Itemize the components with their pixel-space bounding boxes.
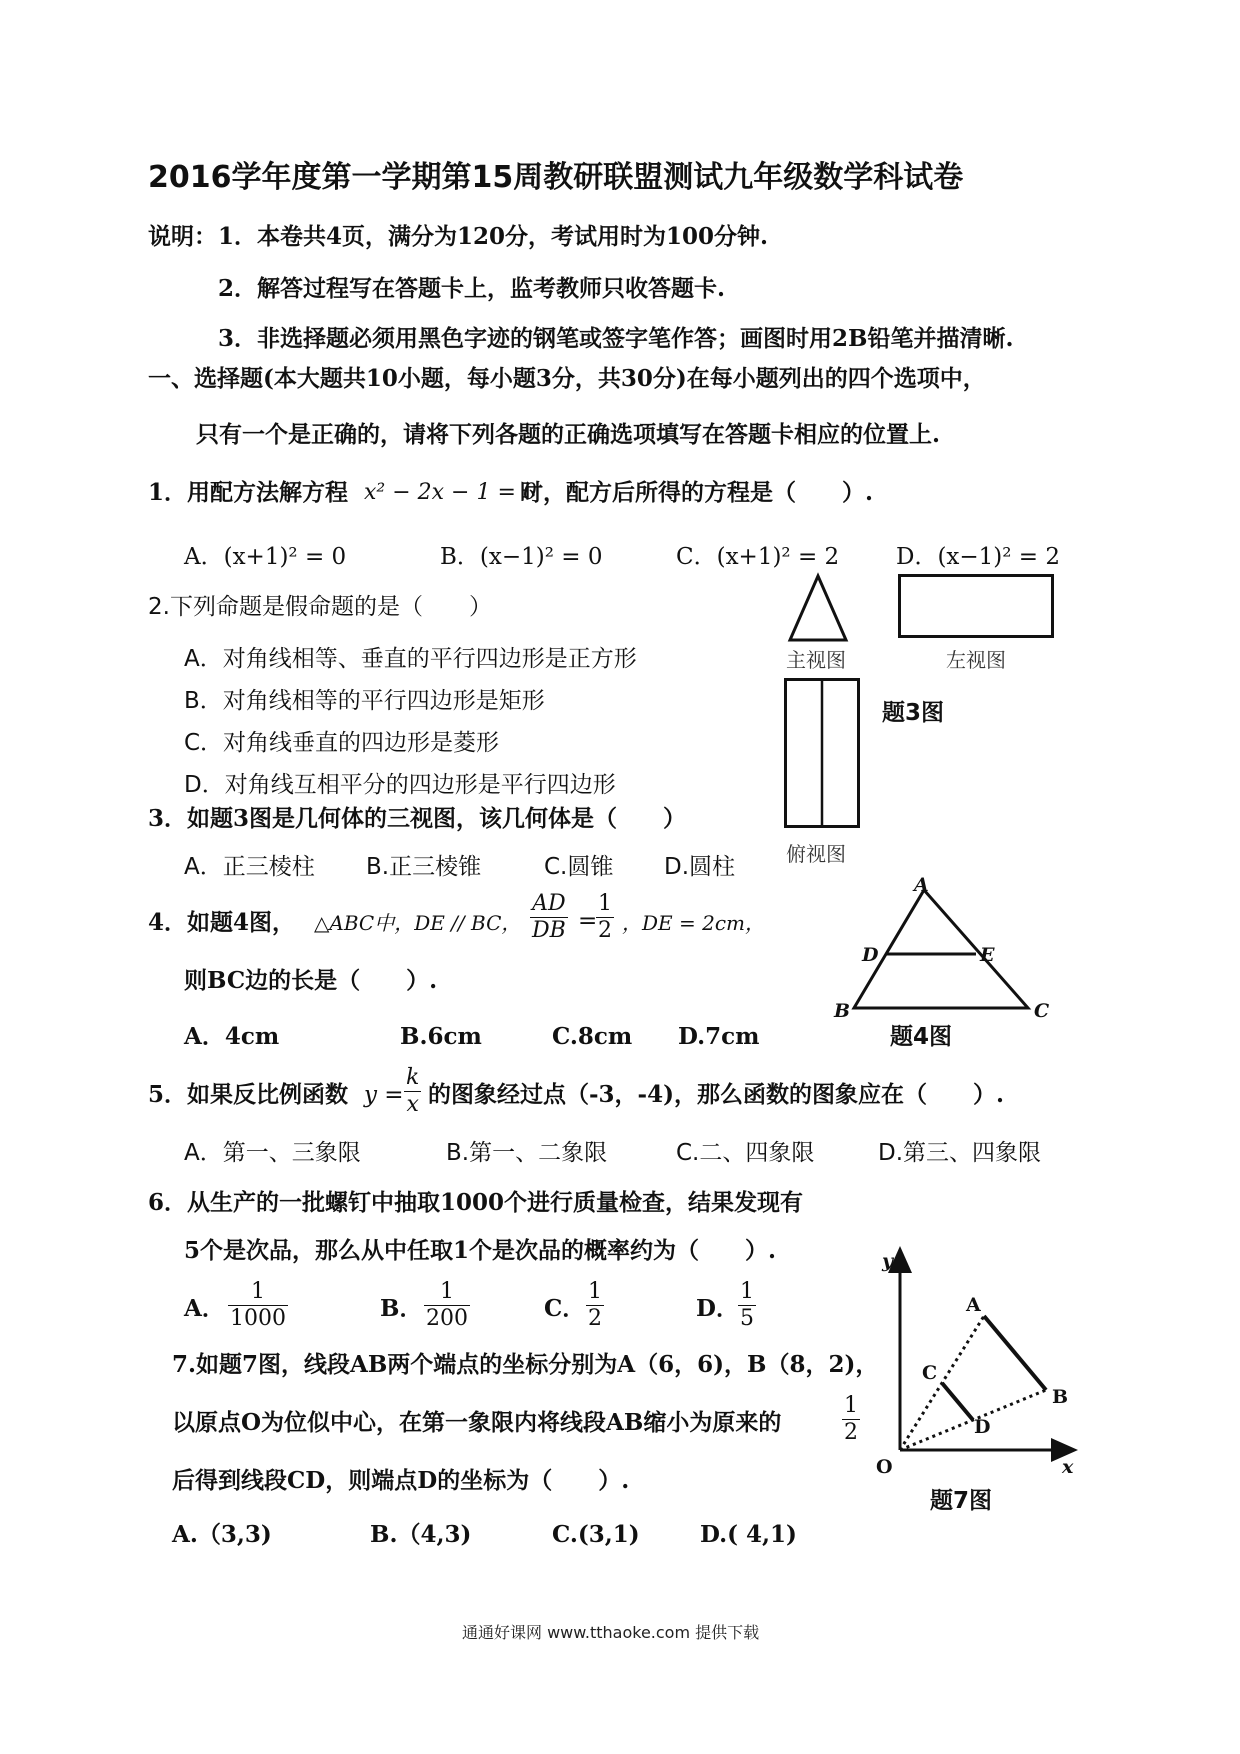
q1-option-b: B．(x−1)² = 0 (440, 544, 603, 570)
q5-option-b: B.第一、二象限 (446, 1140, 608, 1166)
q6-option-c-label: C． (544, 1295, 586, 1322)
q1-stem-end: 时，配方后所得的方程是（ ）. (520, 479, 874, 506)
note-3: 3．非选择题必须用黑色字迹的钢笔或签字笔作答；画图时用2B铅笔并描清晰. (218, 325, 1014, 352)
q4-half-fraction: $\frac{1}{2}$ (598, 891, 612, 943)
q3-stem: 3．如题3图是几何体的三视图，该几何体是（ ） (148, 805, 687, 832)
fig7-label-c: C (922, 1362, 938, 1384)
q4-equals: = (578, 908, 598, 934)
fig7-label-x: x (1062, 1456, 1074, 1478)
fig7-coordinate-diagram (870, 1254, 1070, 1464)
q4-condition-1: △ABC中，DE // BC， (314, 911, 522, 935)
q4-option-a: A．4cm (184, 1023, 280, 1050)
q5-function-fraction: $\frac{k}{x}$ (406, 1065, 420, 1117)
q4-stem-end: 则BC边的长是（ ）. (184, 967, 438, 994)
fig3-front-view-triangle (788, 574, 848, 644)
page-title: 2016学年度第一学期第15周教研联盟测试九年级数学科试卷 (148, 160, 964, 195)
q6-option-d-label: D． (696, 1295, 739, 1322)
fig3-top-label: 俯视图 (786, 842, 846, 866)
q7-option-d: D.( 4,1) (700, 1521, 797, 1548)
q3-option-d: D.圆柱 (664, 854, 736, 880)
fig4-label-d: D (862, 944, 879, 966)
q7-stem-line3: 后得到线段CD，则端点D的坐标为（ ）. (172, 1467, 630, 1494)
fig7-label-a: A (966, 1294, 981, 1316)
q6-stem-line1: 6．从生产的一批螺钉中抽取1000个进行质量检查，结果发现有 (148, 1189, 804, 1216)
q7-option-c: C.(3,1) (552, 1521, 640, 1548)
fig7-label-b: B (1052, 1386, 1069, 1408)
q4-stem-start: 4．如题4图， (148, 909, 296, 936)
q4-option-b: B.6cm (400, 1023, 482, 1050)
fig4-label-b: B (834, 1000, 851, 1022)
section-heading-cont: 只有一个是正确的，请将下列各题的正确选项填写在答题卡相应的位置上. (196, 421, 941, 448)
q6-stem-line2: 5个是次品，那么从中任取1个是次品的概率约为（ ）. (184, 1237, 777, 1264)
fig7-segment-cd (942, 1383, 973, 1420)
q1-equation: x² − 2x − 1 = 0 (364, 480, 537, 505)
q7-option-b: B.（4,3) (370, 1521, 472, 1548)
q6-option-a-fraction: $\frac{1}{1000}$ (230, 1279, 286, 1331)
note-1: 1．本卷共4页，满分为120分，考试用时为100分钟. (218, 223, 769, 250)
fig7-label-d: D (974, 1416, 991, 1438)
q6-option-c-fraction: $\frac{1}{2}$ (588, 1279, 602, 1331)
q2-option-b: B．对角线相等的平行四边形是矩形 (184, 688, 545, 714)
notes-label: 说明： (148, 223, 217, 250)
q5-function-lhs: y = (364, 1082, 404, 1108)
fig4-label-c: C (1034, 1000, 1050, 1022)
q2-option-c: C．对角线垂直的四边形是菱形 (184, 730, 500, 756)
q6-option-b-fraction: $\frac{1}{200}$ (426, 1279, 468, 1331)
q5-option-c: C.二、四象限 (676, 1140, 815, 1166)
q2-option-a: A．对角线相等、垂直的平行四边形是正方形 (184, 646, 637, 672)
q1-stem-start: 1．用配方法解方程 (148, 479, 349, 506)
q5-option-a: A．第一、三象限 (184, 1140, 361, 1166)
fig4-label-a: A (914, 874, 929, 896)
q6-option-d-fraction: $\frac{1}{5}$ (740, 1279, 754, 1331)
q5-stem-end: 的图象经过点（-3，-4)，那么函数的图象应在（ ）. (428, 1081, 1004, 1108)
fig3-left-label: 左视图 (946, 648, 1006, 672)
note-2: 2．解答过程写在答题卡上，监考教师只收答题卡. (218, 275, 726, 302)
q7-option-a: A.（3,3) (172, 1521, 272, 1548)
q6-option-a-label: A． (184, 1295, 225, 1322)
fig3-front-label: 主视图 (786, 648, 846, 672)
fig3-caption: 题3图 (882, 700, 945, 726)
q3-option-c: C.圆锥 (544, 854, 614, 880)
fig4-caption: 题4图 (890, 1024, 953, 1050)
q5-option-d: D.第三、四象限 (878, 1140, 1042, 1166)
fig7-label-y: y (882, 1250, 894, 1272)
fig4-label-e: E (980, 944, 995, 966)
q4-ratio-fraction: $\frac{AD}{DB}$ (532, 891, 566, 943)
page-footer: 通通好课网 www.tthaoke.com 提供下载 (462, 1623, 760, 1642)
fig3-top-view-rect (784, 678, 860, 828)
q2-stem: 2.下列命题是假命题的是（ ） (148, 594, 492, 620)
fig3-left-view-rect (898, 574, 1054, 638)
q1-option-a: A．(x+1)² = 0 (184, 544, 347, 570)
fig7-label-o: O (876, 1456, 893, 1478)
q4-condition-2: ，DE = 2cm， (622, 911, 765, 935)
fig7-segment-ab (984, 1316, 1046, 1390)
section-heading: 一、选择题(本大题共10小题，每小题3分，共30分)在每小题列出的四个选项中， (148, 365, 986, 392)
q1-option-c: C．(x+1)² = 2 (676, 544, 840, 570)
q4-option-d: D.7cm (678, 1023, 760, 1050)
q4-option-c: C.8cm (552, 1023, 633, 1050)
q6-option-b-label: B． (380, 1295, 423, 1322)
q7-stem-line1: 7.如题7图，线段AB两个端点的坐标分别为A（6，6)，B（8，2)， (172, 1351, 879, 1378)
fig7-caption: 题7图 (930, 1488, 993, 1514)
q3-option-a: A．正三棱柱 (184, 854, 315, 880)
q7-stem-line2: 以原点O为位似中心，在第一象限内将线段AB缩小为原来的 (172, 1409, 782, 1436)
q2-option-d: D．对角线互相平分的四边形是平行四边形 (184, 772, 616, 798)
q1-option-d: D．(x−1)² = 2 (896, 544, 1061, 570)
q5-stem-start: 5．如果反比例函数 (148, 1081, 349, 1108)
q7-half-fraction: $\frac{1}{2}$ (844, 1393, 858, 1445)
q3-option-b: B.正三棱锥 (366, 854, 482, 880)
